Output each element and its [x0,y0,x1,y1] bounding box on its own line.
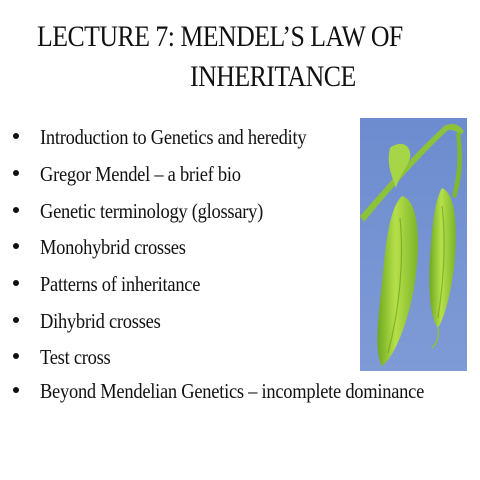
bullet-text: Test cross [40,345,111,369]
bullet-dot-icon [13,170,19,176]
bullet-text: Genetic terminology (glossary) [40,199,264,223]
bullet-text: Monohybrid crosses [40,235,186,259]
bullet-text: Gregor Mendel – a brief bio [40,162,241,186]
bullet-text: Patterns of inheritance [40,272,201,296]
bullet-dot-icon [13,317,19,323]
pea-pods-photo [360,118,467,371]
slide-title-line-1: LECTURE 7: MENDEL’S LAW OF [36,20,403,53]
bullet-text: Beyond Mendelian Genetics – incomplete dominance [40,379,425,403]
bullet-dot-icon [13,243,19,249]
bullet-dot-icon [13,207,19,213]
bullet-dot-icon [13,387,19,393]
slide-title-line-2: INHERITANCE [190,60,356,93]
bullet-dot-icon [13,133,19,139]
bullet-text: Dihybrid crosses [40,309,161,333]
bullet-text: Introduction to Genetics and heredity [40,125,307,149]
bullet-dot-icon [13,353,19,359]
bullet-dot-icon [13,280,19,286]
